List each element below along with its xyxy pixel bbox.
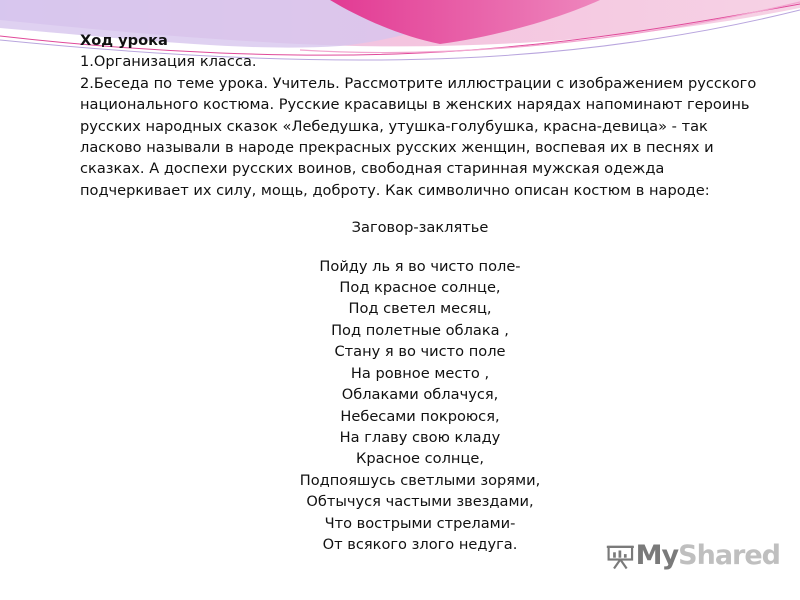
lesson-paragraph: 2.Беседа по теме урока. Учитель. Рассмотрите иллюстрации с изображением русского национального костюма. Русские красавицы в женских нарядах напоминают героинь русских народных сказок «Лебедушка, утушка-голубушка, красна-девица» - так ласково называли в народе прекрасных русских женщин, воспевая их в песнях и сказках. А доспехи русских воинов, свободная старинная мужская одежда подчеркивает их силу, мощь, доброту. Как символично описан костюм в народе: (80, 74, 757, 199)
poem-title: Заговор-заклятье (351, 219, 489, 237)
poem-line: Что вострыми стрелами- (324, 514, 516, 532)
poem-line: Небесами покроюся, (340, 407, 500, 425)
poem-line: Пойду ль я во чисто поле- (319, 257, 521, 275)
poem-line: На главу свою кладу (339, 428, 501, 446)
poem-line: Подпояшусь светлыми зорями, (299, 471, 541, 489)
poem-line: Под полетные облака , (331, 321, 509, 339)
slide-content (80, 30, 760, 555)
lesson-heading: Ход урока (80, 32, 168, 49)
myshared-logo-text: MyShared (635, 539, 780, 571)
poem (80, 256, 760, 556)
poem-line: Красное солнце, (355, 450, 485, 468)
poem-line: Под светел месяц, (348, 300, 492, 318)
poem-line: На ровное место , (350, 364, 490, 382)
presentation-board-icon (605, 538, 636, 572)
agenda-item-1: 1.Организация класса. (80, 53, 257, 71)
poem-line: Облаками облачуся, (341, 386, 499, 404)
poem-line: Обтычуся частыми звездами, (306, 493, 534, 511)
poem-line: Под красное солнце, (339, 279, 501, 297)
poem-line: Стану я во чисто поле (334, 343, 506, 361)
poem-line: От всякого злого недуга. (322, 535, 518, 553)
myshared-watermark (605, 533, 780, 577)
